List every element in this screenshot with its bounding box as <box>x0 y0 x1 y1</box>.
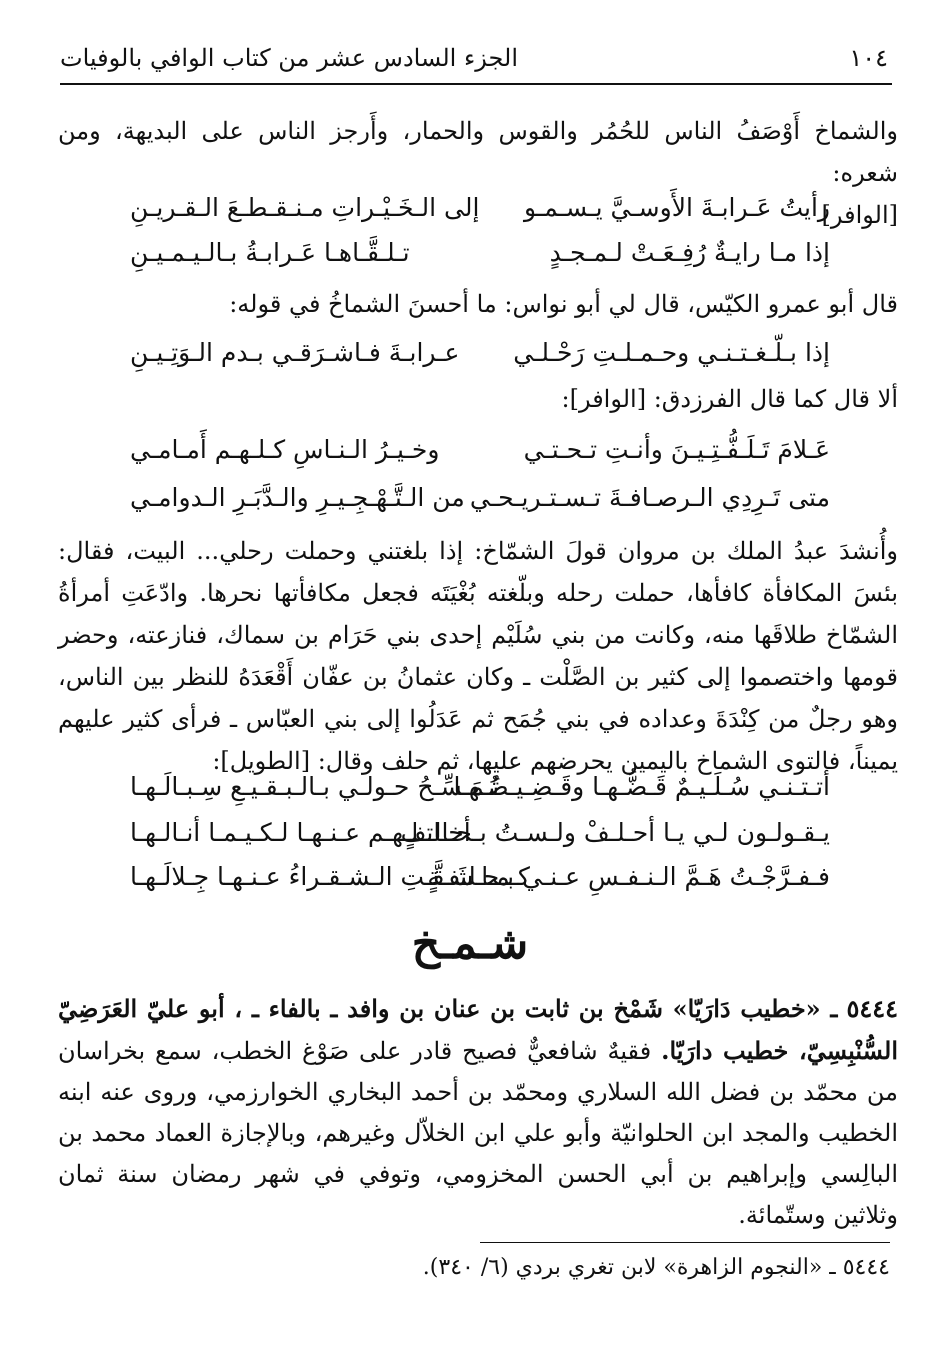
verse-line <box>110 238 830 284</box>
running-title: الجزء السادس عشر من كتاب الوافي بالوفيات <box>60 44 518 72</box>
footnote-divider <box>480 1242 890 1243</box>
verse-line <box>110 193 830 239</box>
verse-line <box>110 435 830 481</box>
intro-meter: [الوافر] <box>821 201 898 229</box>
verse-hemistich-second: وخـيـرُ الـنـاسِ كـلـهـم أَمـامـي <box>130 435 440 464</box>
intro-text: والشماخ أَوْصَفُ الناس للحُمُر والقوس والحمار، وأَرجز الناس على البديهة، ومن شعره: <box>58 117 898 187</box>
verse-line <box>110 483 830 529</box>
verse-hemistich-first: إذا بـلّـغـتـنـي وحـمـلـتِ رَحْـلـي <box>513 338 830 367</box>
verse-line <box>110 772 830 818</box>
verse-hemistich-first: فـفـرَّجْـتُ هَـمَّ الـنـفـسِ عـنـي بـحـلـفـةٍ <box>427 862 830 891</box>
verse-hemistich-second: أخـاتـلـهـم عـنـهـا لـكـيـمـا أنـالـهـا <box>130 818 471 847</box>
verse-line <box>110 818 830 864</box>
verse-hemistich-second: تُـمَـسِّـحُ حـولـي بـالـبـقـيـعِ سِـبـالَـهـا <box>130 772 500 801</box>
page-header <box>60 38 888 78</box>
verse-hemistich-second: إلى الـخَـيْـراتِ مـنـقـطـعَ الـقـريـنِ <box>130 193 480 222</box>
narration-text: ألا قال كما قال الفرزدق: [الوافر]: <box>561 385 898 413</box>
narration-paragraph <box>58 378 898 420</box>
verse-hemistich-first: رأيتُ عَـرابـةَ الأَوسـيَّ يـسـمـو <box>523 193 830 222</box>
section-title: شـمـخ <box>411 918 529 969</box>
entry-heading: «خطيب دَارَيّا» شَمْخ بن ثابت بن عنان بن وافد ـ بالفاء ـ ، أبو عليّ العَرَضِيّ السُّنْبِسِيّ، خطيب دارَيّا. <box>58 994 898 1065</box>
verse-hemistich-first: إذا مـا رايـةٌ رُفِـعَـتْ لـمـجـدٍ <box>549 238 830 267</box>
page-number: ١٠٤ <box>849 44 888 72</box>
verse-hemistich-first: يـقـولـون لـي يـا أحـلـفْ ولـسـتُ بـحـالـفٍ <box>400 818 830 847</box>
narration-text: قال أبو عمرو الكيّس، قال لي أبو نواس: ما أحسنَ الشماخُ في قوله: <box>229 290 898 318</box>
verse-hemistich-first: عَـلامَ تَـلَـفُّـتِـيـنَ وأنـتِ تـحـتـي <box>523 435 830 464</box>
verse-line <box>110 862 830 908</box>
verse-hemistich-second: عـرابـةَ فـاشـرَقـي بـدم الـوَتِـيـنِ <box>130 338 460 367</box>
biography-entry: ٥٤٤٤ ـ «خطيب دَارَيّا» شَمْخ بن ثابت بن عنان بن وافد ـ بالفاء ـ ، أبو عليّ العَرَضِيّ السُّنْبِسِيّ، خطيب دارَيّا. فقيهٌ شافعيٌّ فصيح قادر على صَوْغ الخطب، سمع بخراسان من محمّد بن فضل الله السلاري ومحمّد بن أحمد البخاري الخوارزمي، وروى عنه ابنه الخطيب والمجد ابن الحلوانيّة وأبو علي ابن الخلاّل وغيرهم، وبالإجازة العماد محمد بن البالِسي وإبراهيم بن أبي الحسن المخزومي، وتوفي في شهر رمضان سنة ثمان وثلاثين وستّمائة. <box>58 994 898 1229</box>
verse-hemistich-first: متى تَـرِدِي الـرصـافـةَ تـسـتـريـحـي <box>469 483 830 512</box>
header-divider <box>60 83 892 85</box>
narration-paragraph <box>58 283 898 325</box>
verse-hemistich-second: من الـتَّـهْـجِـيـرِ والـدَّبَـرِ الـدوامـي <box>130 483 465 512</box>
entry-number: ٥٤٤٤ <box>846 994 898 1023</box>
verse-hemistich-second: تـلـقَّـاهـا عَـرابـةُ بـالـيـمـيـنِ <box>130 238 410 267</box>
verse-hemistich-second: كـمـا شَـقَّـتِ الـشـقـراءُ عـنـهـا جِـلالَـهـا <box>130 862 530 891</box>
narration-text: وأُنشدَ عبدُ الملك بن مروان قولَ الشمّاخ: إذا بلغتني وحملت رحلي... البيت، فقال: بئسَ المكافأة كافأها، حملت رحله وبلّغته بُغْيَتَه فجعل مكافأتها نحرها. وادّعَتِ أمرأةُ الشمّاخ طلاقَها منه، وكانت من بني سُلَيْم إحدى بني حَرَام بن سماك، فنازعته، وحضر قومها واختصموا إلى كثير بن الصَّلْت ـ وكان عثمانُ بن عفّان أَقْعَدَهُ للنظر بين الناس، وهو رجلٌ من كِنْدَةَ وعداده في بني جُمَح ثم عَدَلُوا إلى بني العبّاس ـ فرأى كثير عليهم يميناً، فالتوى الشماخ باليمين يحرضهم عليها، ثم حلف وقال: [الطويل]: <box>58 537 898 775</box>
entry-body: فقيهٌ شافعيٌّ فصيح قادر على صَوْغ الخطب، سمع بخراسان من محمّد بن فضل الله السلاري ومحمّد بن أحمد البخاري الخوارزمي، وروى عنه ابنه الخطيب والمجد ابن الحلوانيّة وأبو علي ابن الخلاّل وغيرهم، وبالإجازة العماد محمد بن البالِسي وإبراهيم بن أبي الحسن المخزومي، وتوفي في شهر رمضان سنة ثمان وثلاثين وستّمائة. <box>58 1037 898 1229</box>
footnote: ٥٤٤٤ ـ «النجوم الزاهرة» لابن تغري بردي (٦/ ٣٤٠). <box>422 1255 890 1280</box>
narration-paragraph <box>58 530 898 782</box>
verse-hemistich-first: أتـتـنـي سُـلَـيـمٌ قَـضُّـهـا وقَـضِـيـضُـهـا <box>453 772 830 801</box>
